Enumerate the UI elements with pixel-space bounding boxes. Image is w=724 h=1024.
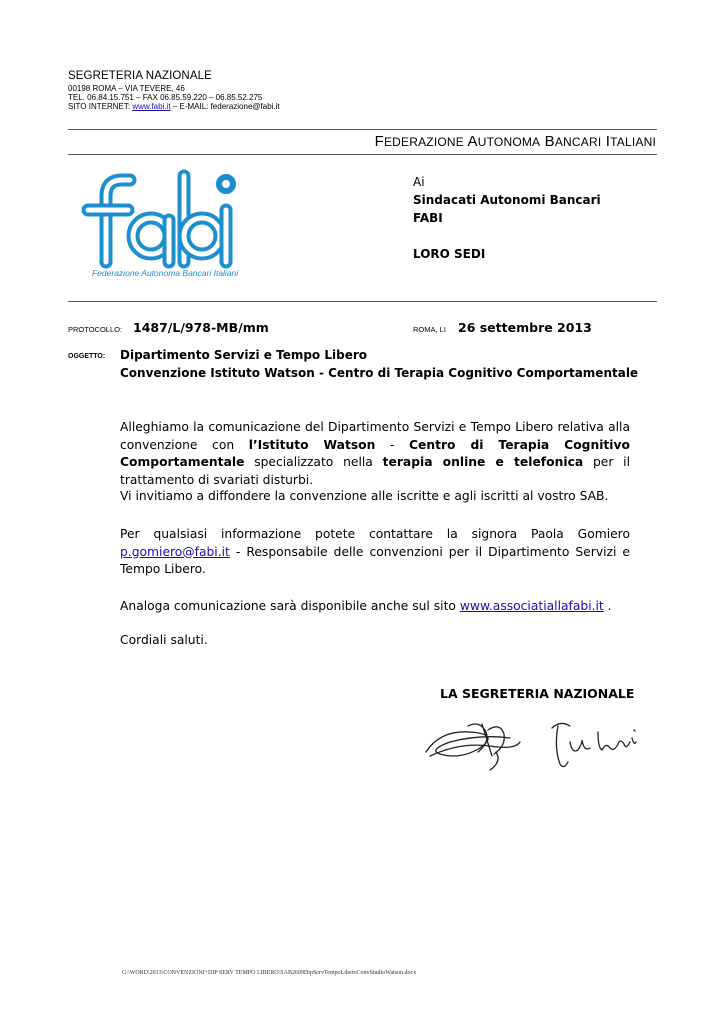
body-paragraph-2: Vi invitiamo a diffondere la convenzione alle iscritte e agli iscritti al vostro SAB. — [120, 489, 609, 503]
header-address: 00198 ROMA – VIA TEVERE, 46 — [68, 84, 185, 93]
web-label: SITO INTERNET: — [68, 102, 131, 111]
divider-top — [68, 129, 657, 130]
protocol-number: 1487/L/978-MB/mm — [133, 320, 269, 335]
file-path-footer: G:\WORD\2013\CONVENZIONI+DIP SERV TEMPO LIBERO\SAB2609DipServTempoLiberoConvStudioWatson.docx — [122, 970, 417, 976]
web-link[interactable]: www.fabi.it — [132, 102, 171, 111]
header-phone: TEL. 06.84.15.751 – FAX 06.85.59.220 – 06.85.52.275 — [68, 93, 263, 102]
handwritten-signature — [420, 712, 650, 774]
body-paragraph-3: Per qualsiasi informazione potete contattare la signora Paola Gomiero p.gomiero@fabi.it - Responsabile delle convenzioni per il Dipartimento Servizi e Tempo Libero. — [120, 527, 630, 576]
federation-name: FEDERAZIONE AUTONOMA BANCARI ITALIANI — [374, 133, 656, 150]
header-title: SEGRETERIA NAZIONALE — [68, 70, 212, 82]
email-text: – E-MAIL: federazione@fabi.it — [172, 102, 280, 111]
divider-federation — [68, 154, 657, 155]
body-paragraph-4: Analoga comunicazione sarà disponibile anche sul sito www.associatiallafabi.it . — [120, 599, 612, 613]
recipient-prefix: Ai — [413, 175, 425, 189]
recipient-location: LORO SEDI — [413, 247, 486, 261]
subject-line-2: Convenzione Istituto Watson - Centro di Terapia Cognitivo Comportamentale — [120, 366, 639, 380]
closing-salutation: Cordiali saluti. — [120, 633, 208, 647]
body-paragraph-1: Alleghiamo la comunicazione del Dipartimento Servizi e Tempo Libero relativa alla convenzione con l’Istituto Watson - Centro di Terapia Cognitivo Comportamentale specializzato nella terapia online e telefonica per il trattamento di svariati disturbi. — [120, 420, 630, 487]
protocol-label: PROTOCOLLO: — [68, 325, 123, 334]
date-label: ROMA, LI — [413, 325, 446, 334]
header-web-line — [68, 102, 280, 112]
fabi-logo — [76, 166, 239, 284]
recipient-name: Sindacati Autonomi Bancari — [413, 193, 601, 207]
website-link[interactable]: www.associatiallafabi.it — [459, 599, 604, 613]
logo-caption: Federazione Autonoma Bancari Italiani — [92, 268, 239, 278]
email-link[interactable]: p.gomiero@fabi.it — [120, 544, 230, 559]
signature-title: LA SEGRETERIA NAZIONALE — [440, 686, 635, 701]
recipient-org: FABI — [413, 211, 443, 225]
divider-letterhead — [68, 301, 657, 302]
subject-line-1: Dipartimento Servizi e Tempo Libero — [120, 348, 367, 362]
subject-label: OGGETTO: — [68, 353, 106, 360]
letter-date: 26 settembre 2013 — [458, 320, 592, 335]
